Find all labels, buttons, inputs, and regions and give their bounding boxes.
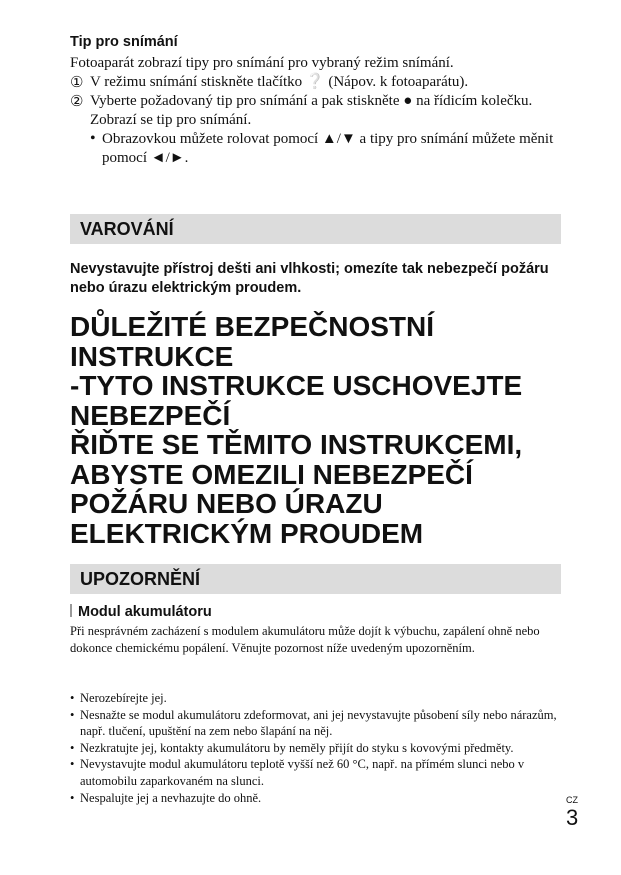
page-number: 3 [566, 805, 579, 830]
list-item-text: Nerozebírejte jej. [80, 691, 167, 705]
step-2 [70, 92, 565, 111]
step-2-text: Vyberte požadovaný tip pro snímání a pak stiskněte ● na řídicím kolečku. [90, 93, 533, 109]
list-item [70, 707, 565, 740]
warning-text: Nevystavujte přístroj dešti ani vlhkosti; omezíte tak nebezpečí požáru nebo úrazu elektrickým proudem. [70, 261, 549, 296]
bullet-mark: • [70, 691, 75, 705]
tip-intro: Fotoaparát zobrazí tipy pro snímání pro vybraný režim snímání. [70, 55, 454, 71]
language-code: CZ [566, 795, 578, 805]
list-item [70, 740, 565, 757]
step-1-number: ① [70, 75, 84, 91]
list-item [70, 756, 565, 789]
bullet-mark: • [70, 790, 75, 805]
important-line: ABYSTE OMEZILI NEBEZPEČÍ [70, 458, 473, 490]
important-instructions [70, 312, 570, 548]
important-line: -TYTO INSTRUKCE USCHOVEJTE [70, 370, 523, 401]
list-item-text: Nezkratujte jej, kontakty akumulátoru by neměly přijít do styku s kovovými předměty. [80, 740, 514, 755]
bullet-mark: • [90, 130, 96, 147]
bullet-mark: • [70, 740, 75, 755]
tip-bullet-text: Obrazovkou můžete rolovat pomocí ▲/▼ a tipy pro snímání můžete měnit pomocí ◄/►. [102, 131, 554, 166]
tip-section [70, 34, 565, 168]
important-line: POŽÁRU NEBO ÚRAZU [70, 488, 383, 519]
important-line: ELEKTRICKÝM PROUDEM [70, 517, 424, 549]
step-2-result: Zobrazí se tip pro snímání. [90, 112, 252, 128]
module-heading-text: Modul akumulátoru [78, 604, 212, 620]
important-line: DŮLEŽITÉ BEZPEČNOSTNÍ [70, 311, 435, 342]
caution-list [70, 690, 565, 806]
list-item-text: Nespalujte jej a nevhazujte do ohně. [80, 790, 262, 805]
important-line: NEBEZPEČÍ [70, 399, 231, 431]
heading-bar [70, 604, 72, 617]
step-1-text: V režimu snímání stiskněte tlačítko ❔ (Nápov. k fotoaparátu). [90, 74, 469, 90]
important-line: ŘIĎTE SE TĚMITO INSTRUKCEMI, [70, 429, 523, 460]
module-heading [70, 604, 212, 621]
bullet-mark: • [70, 757, 75, 772]
warning-title: VAROVÁNÍ [70, 214, 561, 244]
important-line: INSTRUKCE [70, 340, 234, 372]
list-item [70, 790, 565, 807]
tip-bullet [70, 130, 565, 168]
bullet-mark: • [70, 707, 75, 722]
step-1 [70, 73, 565, 92]
caution-title: UPOZORNĚNÍ [70, 564, 561, 594]
module-text-para: Při nesprávném zacházení s modulem akumulátoru může dojít k výbuchu, zapálení ohně nebo dokonce chemickému popálení. Věnujte pozornost níže uvedeným upozorněním. [70, 624, 540, 655]
step-2-number: ② [70, 94, 84, 110]
list-item-text: Nevystavujte modul akumulátoru teplotě vyšší než 60 °C, např. na přímém slunci nebo v automobilu zaparkovaném na slunci. [80, 757, 525, 788]
module-text [70, 623, 565, 656]
list-item [70, 690, 565, 707]
list-item-text: Nesnažte se modul akumulátoru zdeformovat, ani jej nevystavujte působení síly nebo nárazům, např. tlučení, upuštění na zem nebo šlapání na něj. [80, 707, 557, 739]
tip-heading: Tip pro snímání [70, 34, 178, 50]
